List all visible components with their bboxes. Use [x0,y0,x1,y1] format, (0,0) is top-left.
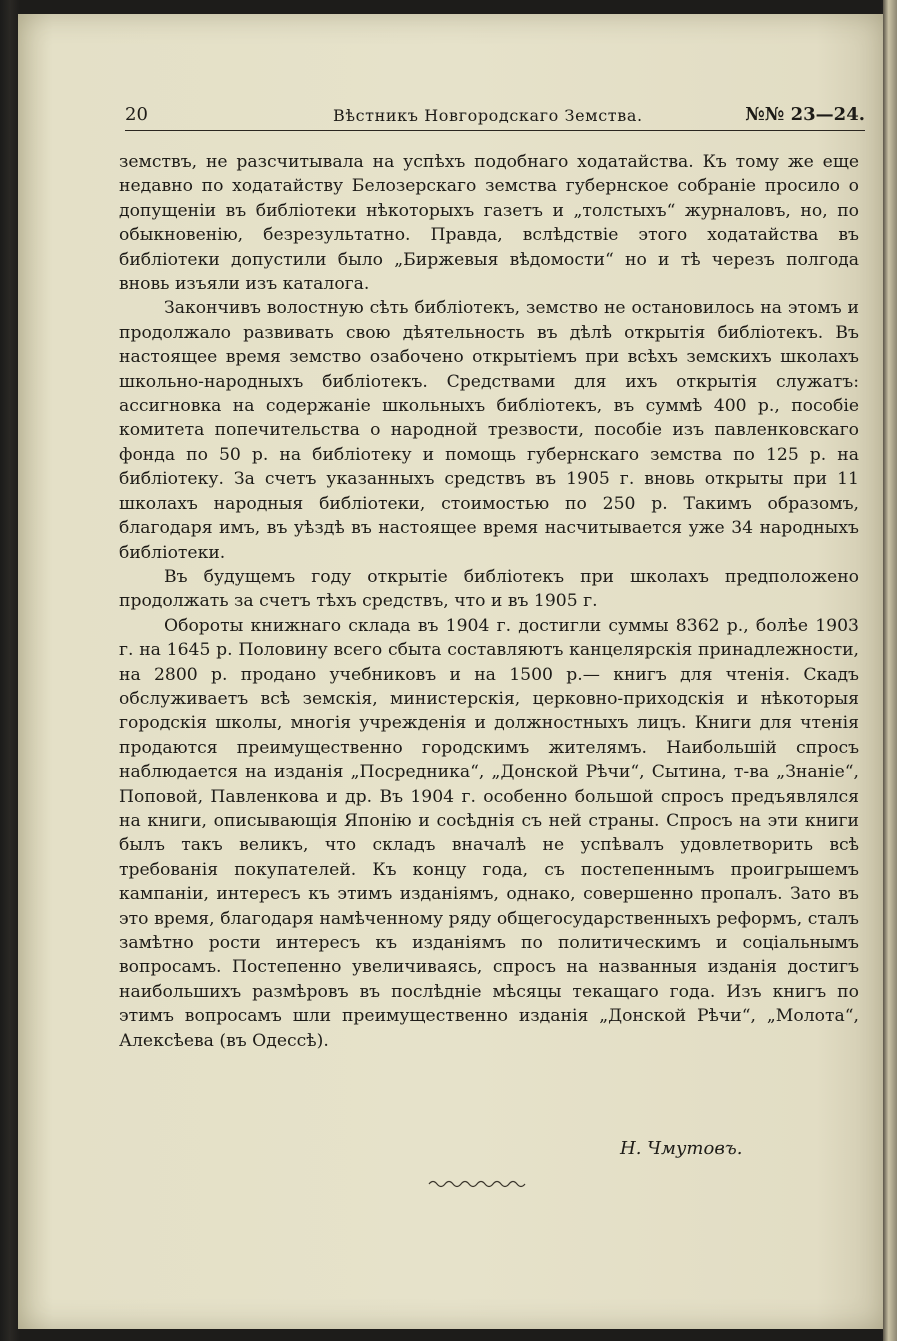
paragraph-4: Обороты книжнаго склада въ 1904 г. достигли суммы 8362 р., болѣе 1903 г. на 1645 р. Половину всего сбыта составляютъ канцелярскія принадлежности, на 2800 р. продано учебниковъ и на 1500 р.— книгъ для чтенія. Скадъ обслуживаетъ всѣ земскія, министерскія, церковно-приходскія и нѣкоторыя городскія школы, многія учрежденія и должностныхъ лицъ. Книги для чтенія продаются преимущественно городскимъ жителямъ. Наибольшій спросъ наблюдается на изданія „Посредника“, „Донской Рѣчи“, Сытина, т-ва „Знаніе“, Поповой, Павленкова и др. Въ 1904 г. особенно большой спросъ предъявлялся на книги, описывающія Японію и сосѣднія съ ней страны. Спросъ на эти книги былъ такъ великъ, что складъ вначалѣ не успѣвалъ удовлетворить всѣ требованія покупателей. Къ концу года, съ постепеннымъ проигрышемъ кампаніи, интересъ къ этимъ изданіямъ, однако, совершенно пропалъ. Зато въ это время, благодаря намѣченному ряду общегосударственныхъ реформъ, сталъ замѣтно рости интересъ къ изданіямъ по политическимъ и соціальнымъ вопросамъ. Постепенно увеличиваясь, спросъ на названныя изданія достигъ наибольшихъ размѣровъ въ послѣдніе мѣсяцы текащаго года. Изъ книгъ по этимъ вопросамъ шли преимущественно изданія „Донской Рѣчи“, „Молота“, Алексѣева (въ Одессѣ). [119,615,859,1051]
journal-title: Вѣстникъ Новгородскаго Земства. [333,106,643,125]
author-signature: Н. Чмутовъ. [620,1138,743,1159]
running-header [125,100,865,136]
paragraph-2: Закончивъ волостную сѣть библіотекъ, земство не остановилось на этомъ и продолжало развивать свою дѣятельность въ дѣлѣ открытія библіотекъ. Въ настоящее время земство озабочено открытіемъ при всѣхъ земскихъ школахъ школьно-народныхъ библіотекъ. Средствами для ихъ открытія служатъ: ассигновка на содержаніе школьныхъ библіотекъ, въ суммѣ 400 р., пособіе комитета попечительства о народной трезвости, пособіе изъ павленковскаго фонда по 50 р. на библіотеку и помощь губернскаго земства по 125 р. на библіотеку. За счетъ указанныхъ средствъ въ 1905 г. вновь открыты при 11 школахъ народныя библіотеки, стоимостью по 250 р. Такимъ образомъ, благодаря имъ, въ уѣздѣ въ настоящее время насчитывается уже 34 народныхъ библіотеки. [119,298,859,563]
paragraph-3: Въ будущемъ году открытіе библіотекъ при школахъ предположено продолжать за счетъ тѣхъ средствъ, что и въ 1905 г. [119,566,859,612]
page-number: 20 [125,104,148,125]
wavy-ornament-divider [427,1177,527,1191]
header-rule [125,130,865,131]
paragraph-1: земствъ, не разсчитывала на успѣхъ подобнаго ходатайства. Къ тому же еще недавно по ходатайству Белозерскаго земства губернское собраніе просило о допущеніи въ библіотеки нѣкоторыхъ газетъ и „толстыхъ“ журналовъ, но, по обыкновенію, безрезультатно. Правда, вслѣдствіе этого ходатайства въ библіотеки допустили было „Биржевыя вѣдомости“ но и тѣ черезъ полгода вновь изъяли изъ каталога. [119,152,859,295]
book-spine-edge [883,0,897,1341]
issue-number: №№ 23—24. [745,104,865,125]
article-body [119,150,859,1053]
